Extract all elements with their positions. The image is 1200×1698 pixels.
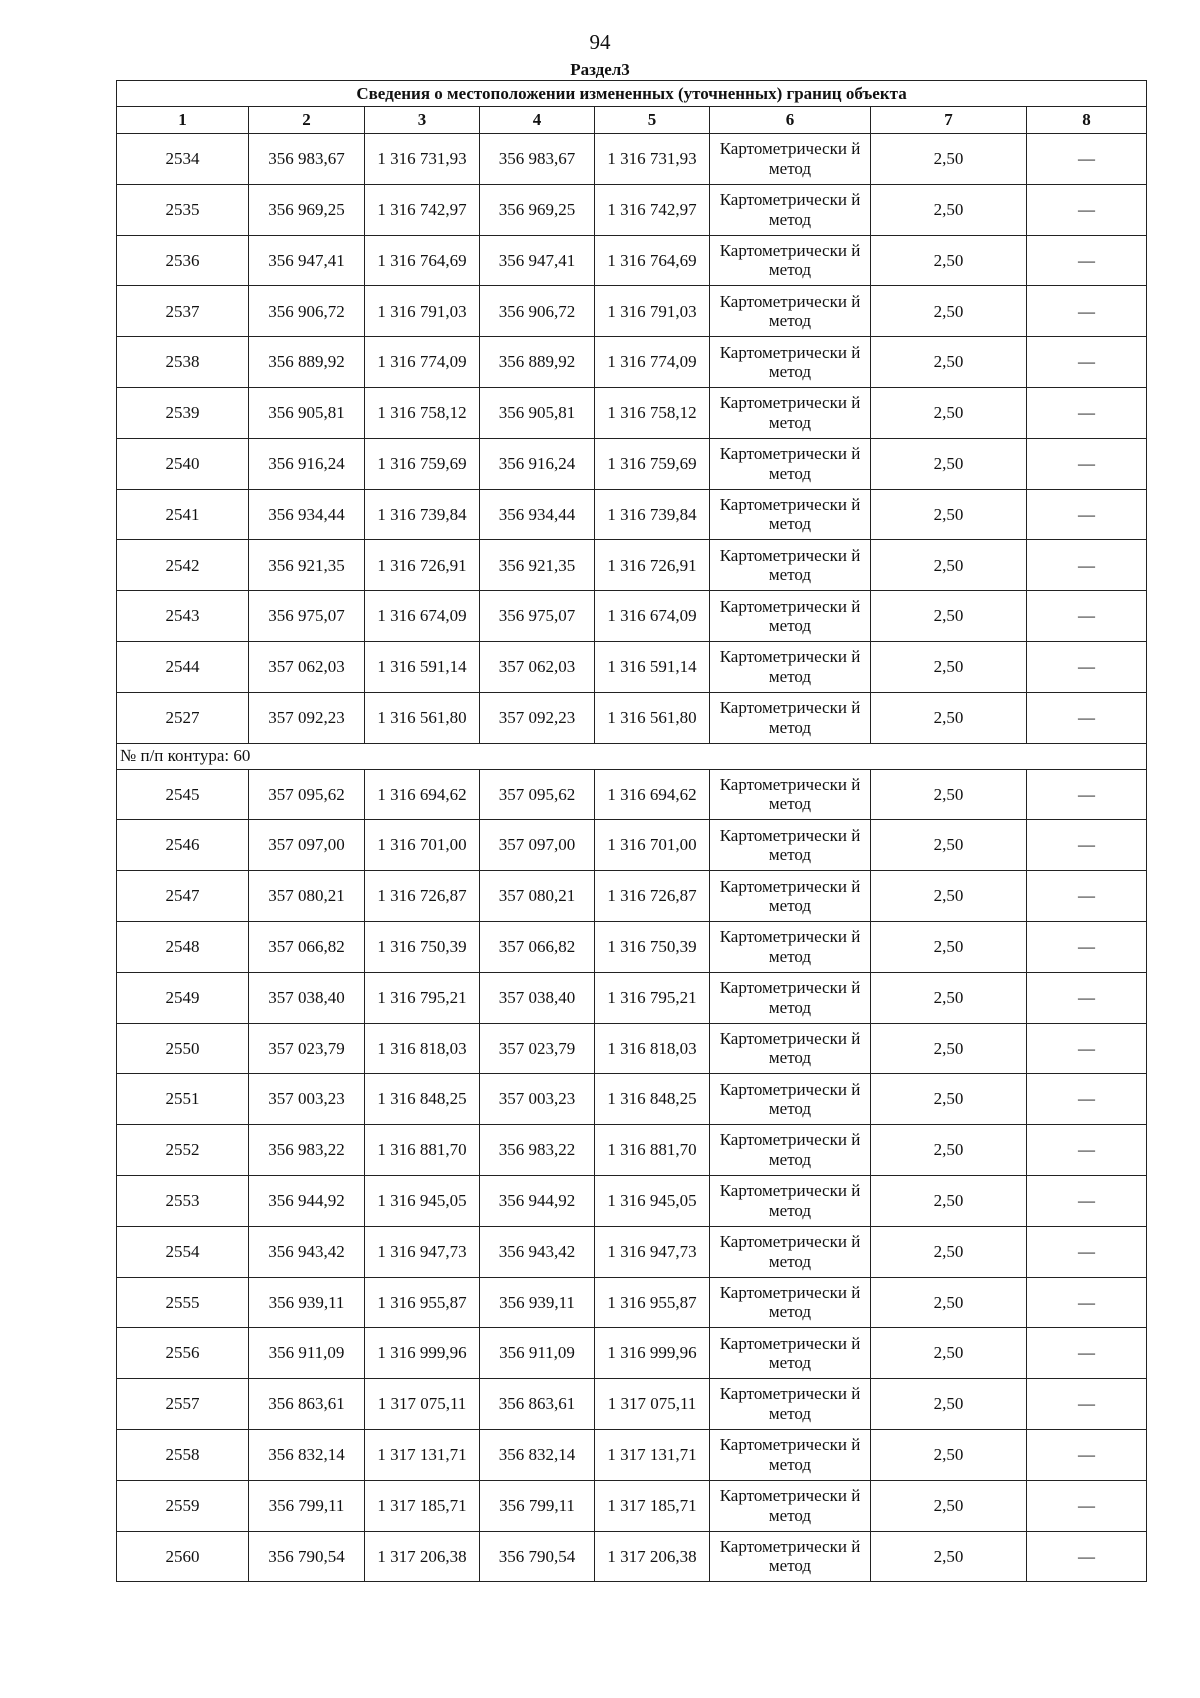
point-number-cell: 2556 — [117, 1328, 249, 1379]
point-number-cell: 2550 — [117, 1023, 249, 1074]
coordinate-x-cell: 356 921,35 — [480, 540, 595, 591]
coordinate-x-cell: 356 947,41 — [480, 235, 595, 286]
coordinate-y-cell: 1 316 774,09 — [365, 337, 480, 388]
coordinate-x-cell: 356 906,72 — [249, 286, 365, 337]
coordinate-x-cell: 356 911,09 — [249, 1328, 365, 1379]
accuracy-cell: 2,50 — [871, 1480, 1027, 1531]
table-row — [117, 871, 1147, 922]
coordinate-x-cell: 356 911,09 — [480, 1328, 595, 1379]
table-row — [117, 235, 1147, 286]
coordinate-x-cell: 357 092,23 — [249, 692, 365, 743]
accuracy-cell: 2,50 — [871, 641, 1027, 692]
coordinate-y-cell: 1 316 739,84 — [365, 489, 480, 540]
empty-mark-cell: — — [1027, 286, 1147, 337]
empty-mark-cell: — — [1027, 591, 1147, 642]
accuracy-cell: 2,50 — [871, 1328, 1027, 1379]
empty-mark-cell: — — [1027, 184, 1147, 235]
column-number: 8 — [1027, 107, 1147, 134]
coordinate-x-cell: 357 097,00 — [249, 820, 365, 871]
coordinate-x-cell: 357 066,82 — [249, 921, 365, 972]
coordinate-x-cell: 357 038,40 — [480, 972, 595, 1023]
accuracy-cell: 2,50 — [871, 1429, 1027, 1480]
accuracy-cell: 2,50 — [871, 591, 1027, 642]
coordinate-y-cell: 1 316 694,62 — [595, 769, 710, 820]
table-row — [117, 540, 1147, 591]
coordinate-y-cell: 1 316 999,96 — [595, 1328, 710, 1379]
empty-mark-cell: — — [1027, 235, 1147, 286]
point-number-cell: 2547 — [117, 871, 249, 922]
coordinate-y-cell: 1 316 774,09 — [595, 337, 710, 388]
empty-mark-cell: — — [1027, 769, 1147, 820]
coordinate-y-cell: 1 316 795,21 — [595, 972, 710, 1023]
table-row — [117, 1531, 1147, 1582]
coordinate-y-cell: 1 316 764,69 — [595, 235, 710, 286]
method-cell: Картометрически й метод — [710, 1277, 871, 1328]
empty-mark-cell: — — [1027, 1277, 1147, 1328]
table-row — [117, 438, 1147, 489]
coordinate-x-cell: 356 863,61 — [480, 1379, 595, 1430]
point-number-cell: 2558 — [117, 1429, 249, 1480]
coordinate-y-cell: 1 316 764,69 — [365, 235, 480, 286]
table-row — [117, 184, 1147, 235]
accuracy-cell: 2,50 — [871, 1074, 1027, 1125]
coordinate-x-cell: 356 863,61 — [249, 1379, 365, 1430]
point-number-cell: 2552 — [117, 1125, 249, 1176]
coordinate-y-cell: 1 316 726,91 — [595, 540, 710, 591]
coordinate-x-cell: 356 889,92 — [480, 337, 595, 388]
coordinate-y-cell: 1 316 848,25 — [595, 1074, 710, 1125]
method-cell: Картометрически й метод — [710, 438, 871, 489]
coordinate-y-cell: 1 316 947,73 — [365, 1226, 480, 1277]
coordinate-x-cell: 356 934,44 — [249, 489, 365, 540]
coordinate-x-cell: 356 916,24 — [480, 438, 595, 489]
table-row — [117, 1023, 1147, 1074]
table-row — [117, 1074, 1147, 1125]
accuracy-cell: 2,50 — [871, 972, 1027, 1023]
method-cell: Картометрически й метод — [710, 641, 871, 692]
accuracy-cell: 2,50 — [871, 820, 1027, 871]
table-row — [117, 1226, 1147, 1277]
point-number-cell: 2554 — [117, 1226, 249, 1277]
coordinate-y-cell: 1 316 694,62 — [365, 769, 480, 820]
column-number: 6 — [710, 107, 871, 134]
point-number-cell: 2549 — [117, 972, 249, 1023]
accuracy-cell: 2,50 — [871, 540, 1027, 591]
method-cell: Картометрически й метод — [710, 1175, 871, 1226]
empty-mark-cell: — — [1027, 387, 1147, 438]
table-row — [117, 921, 1147, 972]
accuracy-cell: 2,50 — [871, 286, 1027, 337]
coordinate-y-cell: 1 316 955,87 — [595, 1277, 710, 1328]
accuracy-cell: 2,50 — [871, 387, 1027, 438]
empty-mark-cell: — — [1027, 972, 1147, 1023]
coordinate-x-cell: 356 969,25 — [480, 184, 595, 235]
column-number-row — [117, 107, 1147, 134]
coordinate-x-cell: 356 905,81 — [480, 387, 595, 438]
coordinate-y-cell: 1 317 206,38 — [595, 1531, 710, 1582]
coordinate-x-cell: 357 066,82 — [480, 921, 595, 972]
point-number-cell: 2555 — [117, 1277, 249, 1328]
point-number-cell: 2545 — [117, 769, 249, 820]
coordinate-x-cell: 357 080,21 — [249, 871, 365, 922]
empty-mark-cell: — — [1027, 1175, 1147, 1226]
accuracy-cell: 2,50 — [871, 921, 1027, 972]
coordinate-x-cell: 356 983,67 — [480, 134, 595, 185]
coordinate-y-cell: 1 317 206,38 — [365, 1531, 480, 1582]
method-cell: Картометрически й метод — [710, 972, 871, 1023]
table-row — [117, 692, 1147, 743]
method-cell: Картометрически й метод — [710, 921, 871, 972]
method-cell: Картометрически й метод — [710, 820, 871, 871]
table-row — [117, 641, 1147, 692]
coordinate-x-cell: 356 905,81 — [249, 387, 365, 438]
method-cell: Картометрически й метод — [710, 540, 871, 591]
point-number-cell: 2541 — [117, 489, 249, 540]
coordinate-y-cell: 1 316 726,87 — [365, 871, 480, 922]
method-cell: Картометрически й метод — [710, 1531, 871, 1582]
accuracy-cell: 2,50 — [871, 184, 1027, 235]
coordinate-x-cell: 357 003,23 — [249, 1074, 365, 1125]
point-number-cell: 2534 — [117, 134, 249, 185]
coordinate-x-cell: 356 832,14 — [480, 1429, 595, 1480]
coordinate-y-cell: 1 317 075,11 — [595, 1379, 710, 1430]
point-number-cell: 2536 — [117, 235, 249, 286]
method-cell: Картометрически й метод — [710, 489, 871, 540]
table-row — [117, 134, 1147, 185]
point-number-cell: 2544 — [117, 641, 249, 692]
table-row — [117, 489, 1147, 540]
accuracy-cell: 2,50 — [871, 769, 1027, 820]
coordinate-x-cell: 356 921,35 — [249, 540, 365, 591]
empty-mark-cell: — — [1027, 1379, 1147, 1430]
accuracy-cell: 2,50 — [871, 1175, 1027, 1226]
empty-mark-cell: — — [1027, 134, 1147, 185]
method-cell: Картометрически й метод — [710, 692, 871, 743]
point-number-cell: 2539 — [117, 387, 249, 438]
coordinate-y-cell: 1 316 726,91 — [365, 540, 480, 591]
coordinate-y-cell: 1 316 674,09 — [595, 591, 710, 642]
coordinate-x-cell: 356 934,44 — [480, 489, 595, 540]
table-row — [117, 337, 1147, 388]
method-cell: Картометрически й метод — [710, 134, 871, 185]
coordinate-y-cell: 1 316 742,97 — [365, 184, 480, 235]
coordinate-x-cell: 357 038,40 — [249, 972, 365, 1023]
coordinate-x-cell: 356 983,22 — [249, 1125, 365, 1176]
point-number-cell: 2559 — [117, 1480, 249, 1531]
coordinate-y-cell: 1 317 131,71 — [595, 1429, 710, 1480]
accuracy-cell: 2,50 — [871, 1379, 1027, 1430]
coordinate-y-cell: 1 316 795,21 — [365, 972, 480, 1023]
coordinate-y-cell: 1 316 591,14 — [365, 641, 480, 692]
table-row — [117, 769, 1147, 820]
column-number: 7 — [871, 107, 1027, 134]
method-cell: Картометрически й метод — [710, 1023, 871, 1074]
method-cell: Картометрически й метод — [710, 871, 871, 922]
point-number-cell: 2535 — [117, 184, 249, 235]
method-cell: Картометрически й метод — [710, 337, 871, 388]
method-cell: Картометрически й метод — [710, 1125, 871, 1176]
point-number-cell: 2553 — [117, 1175, 249, 1226]
accuracy-cell: 2,50 — [871, 1226, 1027, 1277]
coordinate-x-cell: 357 023,79 — [480, 1023, 595, 1074]
coordinate-x-cell: 356 975,07 — [249, 591, 365, 642]
coordinate-x-cell: 357 092,23 — [480, 692, 595, 743]
table-caption: Сведения о местоположении измененных (уточненных) границ объекта — [117, 81, 1147, 107]
point-number-cell: 2537 — [117, 286, 249, 337]
empty-mark-cell: — — [1027, 438, 1147, 489]
table-row — [117, 972, 1147, 1023]
coordinate-x-cell: 357 062,03 — [480, 641, 595, 692]
coordinate-x-cell: 357 023,79 — [249, 1023, 365, 1074]
table-row — [117, 1175, 1147, 1226]
method-cell: Картометрически й метод — [710, 1328, 871, 1379]
accuracy-cell: 2,50 — [871, 1023, 1027, 1074]
method-cell: Картометрически й метод — [710, 1429, 871, 1480]
point-number-cell: 2540 — [117, 438, 249, 489]
coordinate-x-cell: 356 947,41 — [249, 235, 365, 286]
table-row — [117, 820, 1147, 871]
coordinate-x-cell: 357 097,00 — [480, 820, 595, 871]
coordinate-y-cell: 1 317 185,71 — [365, 1480, 480, 1531]
table-row — [117, 387, 1147, 438]
empty-mark-cell: — — [1027, 337, 1147, 388]
coordinate-y-cell: 1 316 674,09 — [365, 591, 480, 642]
column-number: 1 — [117, 107, 249, 134]
coordinate-y-cell: 1 316 947,73 — [595, 1226, 710, 1277]
accuracy-cell: 2,50 — [871, 134, 1027, 185]
coordinate-y-cell: 1 316 791,03 — [365, 286, 480, 337]
point-number-cell: 2551 — [117, 1074, 249, 1125]
table-row — [117, 1328, 1147, 1379]
empty-mark-cell: — — [1027, 540, 1147, 591]
coordinate-x-cell: 356 943,42 — [249, 1226, 365, 1277]
coordinate-y-cell: 1 316 818,03 — [365, 1023, 480, 1074]
coordinate-y-cell: 1 316 848,25 — [365, 1074, 480, 1125]
method-cell: Картометрически й метод — [710, 1074, 871, 1125]
coordinate-x-cell: 356 889,92 — [249, 337, 365, 388]
coordinate-y-cell: 1 316 945,05 — [595, 1175, 710, 1226]
empty-mark-cell: — — [1027, 921, 1147, 972]
coordinate-y-cell: 1 316 758,12 — [365, 387, 480, 438]
table-row — [117, 286, 1147, 337]
accuracy-cell: 2,50 — [871, 438, 1027, 489]
method-cell: Картометрически й метод — [710, 1379, 871, 1430]
coordinate-y-cell: 1 316 945,05 — [365, 1175, 480, 1226]
coordinate-y-cell: 1 316 591,14 — [595, 641, 710, 692]
coordinate-x-cell: 356 790,54 — [480, 1531, 595, 1582]
coordinate-x-cell: 356 799,11 — [249, 1480, 365, 1531]
coordinate-y-cell: 1 316 731,93 — [595, 134, 710, 185]
empty-mark-cell: — — [1027, 1480, 1147, 1531]
accuracy-cell: 2,50 — [871, 489, 1027, 540]
coordinate-y-cell: 1 317 185,71 — [595, 1480, 710, 1531]
coordinate-x-cell: 356 790,54 — [249, 1531, 365, 1582]
point-number-cell: 2546 — [117, 820, 249, 871]
accuracy-cell: 2,50 — [871, 235, 1027, 286]
method-cell: Картометрически й метод — [710, 1226, 871, 1277]
coordinate-x-cell: 356 939,11 — [480, 1277, 595, 1328]
coordinate-y-cell: 1 316 701,00 — [595, 820, 710, 871]
method-cell: Картометрически й метод — [710, 235, 871, 286]
coordinate-x-cell: 357 095,62 — [249, 769, 365, 820]
method-cell: Картометрически й метод — [710, 769, 871, 820]
page-number: 94 — [589, 30, 611, 54]
coordinate-y-cell: 1 316 739,84 — [595, 489, 710, 540]
table-row — [117, 591, 1147, 642]
empty-mark-cell: — — [1027, 1074, 1147, 1125]
coordinate-x-cell: 356 969,25 — [249, 184, 365, 235]
table-row — [117, 1379, 1147, 1430]
coordinate-y-cell: 1 316 818,03 — [595, 1023, 710, 1074]
coordinate-y-cell: 1 316 955,87 — [365, 1277, 480, 1328]
accuracy-cell: 2,50 — [871, 1531, 1027, 1582]
method-cell: Картометрически й метод — [710, 591, 871, 642]
column-number: 3 — [365, 107, 480, 134]
point-number-cell: 2527 — [117, 692, 249, 743]
accuracy-cell: 2,50 — [871, 871, 1027, 922]
coordinate-x-cell: 356 916,24 — [249, 438, 365, 489]
table-row — [117, 1429, 1147, 1480]
empty-mark-cell: — — [1027, 1429, 1147, 1480]
method-cell: Картометрически й метод — [710, 1480, 871, 1531]
accuracy-cell: 2,50 — [871, 1125, 1027, 1176]
empty-mark-cell: — — [1027, 1226, 1147, 1277]
coordinate-x-cell: 357 062,03 — [249, 641, 365, 692]
coordinate-x-cell: 356 944,92 — [249, 1175, 365, 1226]
coordinate-y-cell: 1 317 131,71 — [365, 1429, 480, 1480]
coordinate-x-cell: 356 983,22 — [480, 1125, 595, 1176]
coordinate-x-cell: 357 095,62 — [480, 769, 595, 820]
method-cell: Картометрически й метод — [710, 387, 871, 438]
point-number-cell: 2557 — [117, 1379, 249, 1430]
coordinate-y-cell: 1 316 742,97 — [595, 184, 710, 235]
coordinate-y-cell: 1 316 726,87 — [595, 871, 710, 922]
coordinate-y-cell: 1 316 759,69 — [595, 438, 710, 489]
coordinate-x-cell: 356 975,07 — [480, 591, 595, 642]
coordinate-y-cell: 1 317 075,11 — [365, 1379, 480, 1430]
section-title: Раздел3 — [570, 60, 630, 79]
column-number: 4 — [480, 107, 595, 134]
empty-mark-cell: — — [1027, 1125, 1147, 1176]
coordinate-x-cell: 357 003,23 — [480, 1074, 595, 1125]
coordinate-y-cell: 1 316 881,70 — [595, 1125, 710, 1176]
empty-mark-cell: — — [1027, 692, 1147, 743]
accuracy-cell: 2,50 — [871, 1277, 1027, 1328]
table-row — [117, 1125, 1147, 1176]
table-row — [117, 1277, 1147, 1328]
coordinate-x-cell: 356 944,92 — [480, 1175, 595, 1226]
coordinate-y-cell: 1 316 561,80 — [365, 692, 480, 743]
point-number-cell: 2538 — [117, 337, 249, 388]
empty-mark-cell: — — [1027, 1023, 1147, 1074]
point-number-cell: 2542 — [117, 540, 249, 591]
accuracy-cell: 2,50 — [871, 337, 1027, 388]
coordinate-y-cell: 1 316 701,00 — [365, 820, 480, 871]
coordinate-x-cell: 357 080,21 — [480, 871, 595, 922]
column-number: 5 — [595, 107, 710, 134]
coordinate-y-cell: 1 316 999,96 — [365, 1328, 480, 1379]
empty-mark-cell: — — [1027, 871, 1147, 922]
coordinate-x-cell: 356 983,67 — [249, 134, 365, 185]
empty-mark-cell: — — [1027, 641, 1147, 692]
accuracy-cell: 2,50 — [871, 692, 1027, 743]
coordinate-y-cell: 1 316 881,70 — [365, 1125, 480, 1176]
contour-label: № п/п контура: 60 — [117, 743, 1147, 769]
column-number: 2 — [249, 107, 365, 134]
point-number-cell: 2560 — [117, 1531, 249, 1582]
coordinate-y-cell: 1 316 791,03 — [595, 286, 710, 337]
coordinate-x-cell: 356 906,72 — [480, 286, 595, 337]
coordinate-x-cell: 356 832,14 — [249, 1429, 365, 1480]
coordinate-y-cell: 1 316 750,39 — [595, 921, 710, 972]
boundary-coordinates-table — [116, 80, 1147, 1582]
empty-mark-cell: — — [1027, 820, 1147, 871]
coordinate-x-cell: 356 799,11 — [480, 1480, 595, 1531]
method-cell: Картометрически й метод — [710, 184, 871, 235]
contour-row — [117, 743, 1147, 769]
coordinate-y-cell: 1 316 758,12 — [595, 387, 710, 438]
coordinate-y-cell: 1 316 759,69 — [365, 438, 480, 489]
coordinate-y-cell: 1 316 731,93 — [365, 134, 480, 185]
coordinate-x-cell: 356 943,42 — [480, 1226, 595, 1277]
table-row — [117, 1480, 1147, 1531]
coordinate-y-cell: 1 316 750,39 — [365, 921, 480, 972]
empty-mark-cell: — — [1027, 1328, 1147, 1379]
coordinate-x-cell: 356 939,11 — [249, 1277, 365, 1328]
coordinate-y-cell: 1 316 561,80 — [595, 692, 710, 743]
empty-mark-cell: — — [1027, 489, 1147, 540]
empty-mark-cell: — — [1027, 1531, 1147, 1582]
method-cell: Картометрически й метод — [710, 286, 871, 337]
point-number-cell: 2543 — [117, 591, 249, 642]
point-number-cell: 2548 — [117, 921, 249, 972]
